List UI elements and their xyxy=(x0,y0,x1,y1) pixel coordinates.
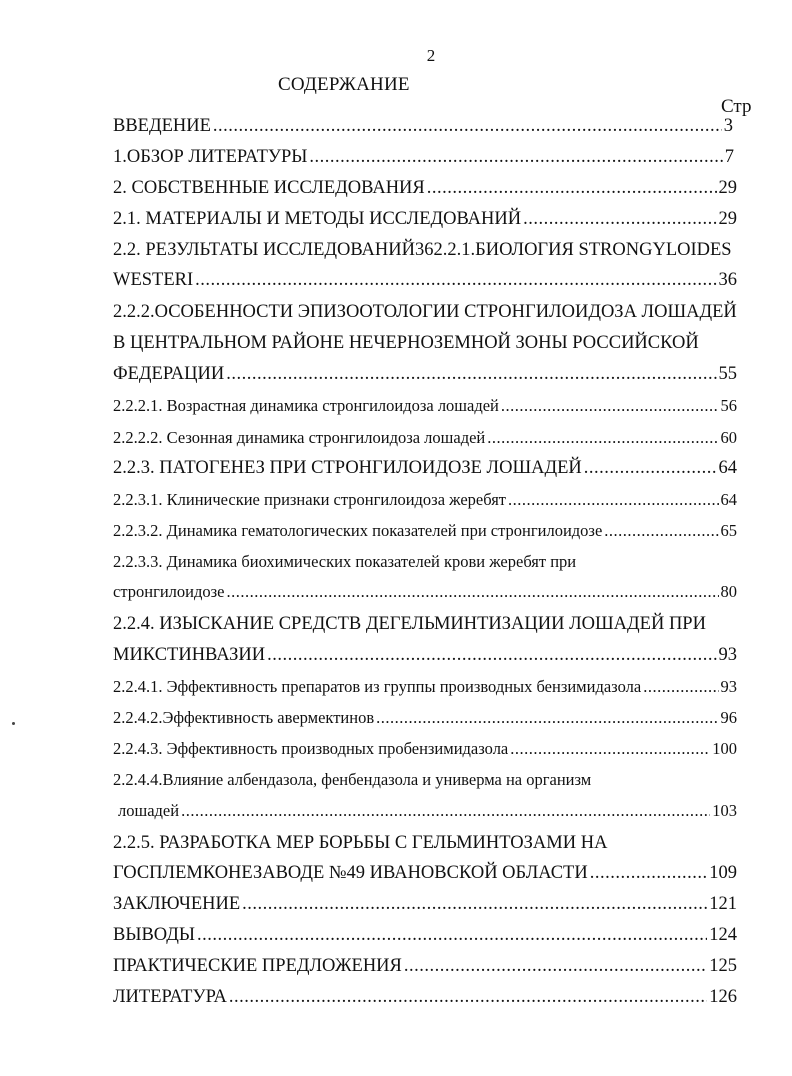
dot-leader xyxy=(590,863,708,884)
toc-entry-title: 2.2.3.1. Клинические признаки стронгилоидоза жеребят xyxy=(113,490,507,509)
toc-entry-line: 2.2.4. ИЗЫСКАНИЕ СРЕДСТВ ДЕГЕЛЬМИНТИЗАЦИИ ЛОШАДЕЙ ПРИ xyxy=(113,614,706,634)
toc-entry-title: 2. СОБСТВЕННЫЕ ИССЛЕДОВАНИЯ xyxy=(113,178,425,198)
toc-entry-line: 2.2.5. РАЗРАБОТКА МЕР БОРЬБЫ С ГЕЛЬМИНТОЗАМИ НА xyxy=(113,833,608,853)
toc-entry xyxy=(113,894,737,915)
dot-leader xyxy=(213,116,722,137)
dot-leader xyxy=(523,209,716,230)
toc-entry-page: 96 xyxy=(720,708,737,727)
toc-entry-title: 1.ОБЗОР ЛИТЕРАТУРЫ xyxy=(113,147,308,167)
dot-leader xyxy=(181,801,710,821)
toc-entry-title: МИКСТИНВАЗИИ xyxy=(113,645,266,665)
toc-entry-line: 2.2.2.ОСОБЕННОСТИ ЭПИЗООТОЛОГИИ СТРОНГИЛОИДОЗА ЛОШАДЕЙ xyxy=(113,302,737,322)
toc-entry-title: 2.2.4.2.Эффективность авермектинов xyxy=(113,708,375,727)
toc-entry-page: 126 xyxy=(709,987,737,1007)
toc-entry-title: ВВЕДЕНИЕ xyxy=(113,116,211,136)
toc-entry-page: 100 xyxy=(712,739,737,758)
toc-entry-line: 2.2.4.4.Влияние албендазола, фенбендазола и универма на организм xyxy=(113,770,592,789)
dot-leader xyxy=(508,490,718,510)
dot-leader xyxy=(242,894,707,915)
toc-entry xyxy=(113,521,737,541)
toc-entry-title: 2.2.2.2. Сезонная динамика стронгилоидоза лошадей xyxy=(113,428,486,447)
toc-entry xyxy=(113,925,737,946)
toc-entry-page: 109 xyxy=(709,863,737,883)
dot-leader xyxy=(584,458,717,479)
toc-entry-title: 2.2.3.2. Динамика гематологических показателей при стронгилоидозе xyxy=(113,521,603,540)
toc-entry-page: 80 xyxy=(720,582,737,601)
toc-entry-page: 36 xyxy=(718,270,737,290)
toc-entry-page: 103 xyxy=(712,801,737,820)
toc-entry xyxy=(113,677,737,697)
toc-entry xyxy=(113,270,737,291)
dot-leader xyxy=(229,987,707,1008)
dot-leader xyxy=(226,364,716,385)
dot-leader xyxy=(604,521,718,541)
toc-entry-page: 125 xyxy=(709,956,737,976)
toc-entry-page: 64 xyxy=(720,490,737,509)
toc-entry-page: 56 xyxy=(720,396,737,415)
toc-entry xyxy=(113,956,737,977)
toc-entry-title: ВЫВОДЫ xyxy=(113,925,196,945)
dot-leader xyxy=(309,147,722,168)
toc-entry-title: ФЕДЕРАЦИИ xyxy=(113,364,225,384)
toc-entry-title: WESTERI xyxy=(113,270,194,290)
toc-entry xyxy=(113,116,733,137)
dot-leader xyxy=(487,428,718,448)
toc-entry-line: 2.2. РЕЗУЛЬТАТЫ ИССЛЕДОВАНИЙ362.2.1.БИОЛОГИЯ STRONGYLOIDES xyxy=(113,240,732,260)
toc-entry xyxy=(113,582,737,602)
dot-leader xyxy=(226,582,718,602)
dot-leader xyxy=(643,677,718,697)
toc-entry-title: 2.2.2.1. Возрастная динамика стронгилоидоза лошадей xyxy=(113,396,499,415)
dot-leader xyxy=(510,739,710,759)
toc-entry xyxy=(113,428,737,448)
toc-entry-line: 2.2.3.3. Динамика биохимических показателей крови жеребят при xyxy=(113,552,577,571)
toc-entry-page: 64 xyxy=(718,458,737,478)
toc-entry-page: 29 xyxy=(718,209,737,229)
dot-leader xyxy=(195,270,716,291)
toc-entry-page: 29 xyxy=(718,178,737,198)
dot-leader xyxy=(404,956,707,977)
toc-entry-page: 60 xyxy=(720,428,737,447)
toc-entry-title: 2.2.4.1. Эффективность препаратов из группы производных бензимидазола xyxy=(113,677,642,696)
toc-entry-title: 2.2.4.3. Эффективность производных пробензимидазола xyxy=(113,739,509,758)
page-number: 2 xyxy=(426,46,436,65)
toc-entry xyxy=(113,364,737,385)
toc-entry-page: 93 xyxy=(720,677,737,696)
toc-entry-title: 2.2.3. ПАТОГЕНЕЗ ПРИ СТРОНГИЛОИДОЗЕ ЛОШАДЕЙ xyxy=(113,458,582,478)
toc-entry-page: 121 xyxy=(709,894,737,914)
toc-entry-page: 7 xyxy=(724,147,734,167)
toc-entry xyxy=(113,645,737,666)
toc-entry xyxy=(113,147,734,168)
toc-entry-title: 2.1. МАТЕРИАЛЫ И МЕТОДЫ ИССЛЕДОВАНИЙ xyxy=(113,209,522,229)
toc-entry xyxy=(113,490,737,510)
toc-entry xyxy=(113,458,737,479)
toc-entry-title: лошадей xyxy=(118,801,180,820)
toc-entry-title: стронгилоидозе xyxy=(113,582,225,601)
toc-title: СОДЕРЖАНИЕ xyxy=(278,74,410,95)
toc-entry xyxy=(113,987,737,1008)
toc-entry xyxy=(113,178,737,199)
toc-entry-page: 65 xyxy=(720,521,737,540)
page-column-label: Стр xyxy=(721,96,752,117)
toc-entry xyxy=(113,863,737,884)
toc-entry-line: В ЦЕНТРАЛЬНОМ РАЙОНЕ НЕЧЕРНОЗЕМНОЙ ЗОНЫ РОССИЙСКОЙ xyxy=(113,333,699,353)
toc-entry xyxy=(113,396,737,416)
toc-entry-title: ЗАКЛЮЧЕНИЕ xyxy=(113,894,241,914)
toc-entry-page: 124 xyxy=(709,925,737,945)
dot-leader xyxy=(376,708,718,728)
toc-entry-page: 3 xyxy=(723,116,733,136)
toc-entry xyxy=(113,708,737,728)
toc-entry xyxy=(113,739,737,759)
dot-leader xyxy=(197,925,707,946)
toc-entry-title: ПРАКТИЧЕСКИЕ ПРЕДЛОЖЕНИЯ xyxy=(113,956,402,976)
toc-entry xyxy=(113,209,737,230)
toc-entry xyxy=(118,801,737,821)
toc-entry-title: ГОСПЛЕМКОНЕЗАВОДЕ №49 ИВАНОВСКОЙ ОБЛАСТИ xyxy=(113,863,588,883)
dot-leader xyxy=(427,178,717,199)
dot-leader xyxy=(267,645,716,666)
toc-entry-title: ЛИТЕРАТУРА xyxy=(113,987,227,1007)
toc-entry-page: 93 xyxy=(718,645,737,665)
toc-entry-page: 55 xyxy=(718,364,737,384)
dot-leader xyxy=(501,396,719,416)
